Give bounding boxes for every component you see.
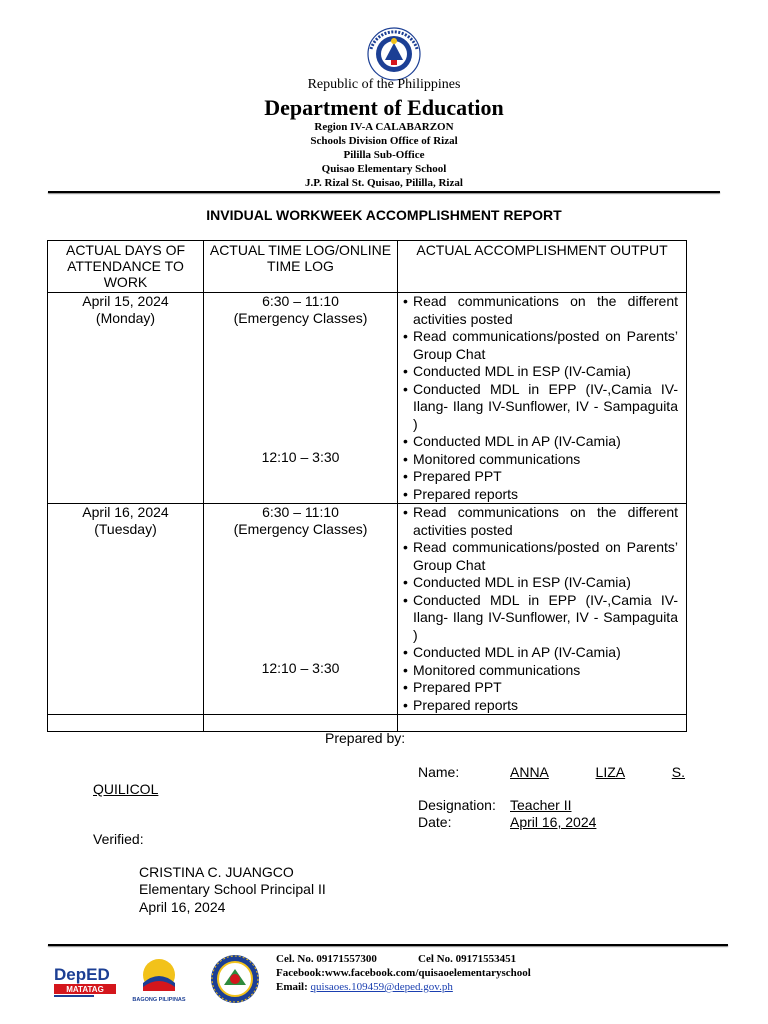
list-item: • Conducted MDL in ESP (IV-Camia) bbox=[413, 363, 678, 381]
email-line bbox=[276, 981, 453, 993]
verified-label: Verified: bbox=[93, 831, 144, 847]
list-item: • Conducted MDL in EPP (IV-,Camia IV-Ilang- Ilang IV-Sunflower, IV - Sampaguita ) bbox=[413, 381, 678, 434]
list-item: • Read communications on the different activities posted bbox=[413, 504, 678, 539]
column-header-output: ACTUAL ACCOMPLISHMENT OUTPUT bbox=[398, 241, 687, 293]
time-cell bbox=[204, 293, 398, 504]
row-day: (Tuesday) bbox=[94, 521, 157, 537]
date-cell bbox=[48, 504, 204, 715]
header-suboffice: Pililla Sub-Office bbox=[343, 149, 425, 161]
class-type: (Emergency Classes) bbox=[233, 521, 368, 537]
cel-number-1: Cel. No. 09171557300 bbox=[276, 953, 377, 965]
column-header-days: ACTUAL DAYS OF ATTENDANCE TO WORK bbox=[48, 241, 204, 293]
date-value: April 16, 2024 bbox=[510, 814, 597, 830]
list-item: • Read communications/posted on Parents’ Group Chat bbox=[413, 328, 678, 363]
designation-label: Designation: bbox=[418, 797, 496, 813]
footer-divider bbox=[48, 944, 728, 946]
column-header-timelog: ACTUAL TIME LOG/ONLINE TIME LOG bbox=[204, 241, 398, 293]
time-cell bbox=[204, 504, 398, 715]
preparer-last-name: QUILICOL bbox=[93, 781, 159, 797]
email-link[interactable]: quisaoes.109459@deped.gov.ph bbox=[310, 981, 453, 993]
facebook-line: Facebook:www.facebook.com/quisaoelementaryschool bbox=[276, 967, 531, 979]
department-title: Department of Education bbox=[264, 95, 504, 120]
empty-cell bbox=[48, 715, 204, 732]
name-label: Name: bbox=[418, 764, 460, 780]
matatag-text: MATATAG bbox=[66, 985, 104, 994]
republic-line: Republic of the Philippines bbox=[307, 77, 461, 92]
row-date: April 16, 2024 bbox=[82, 504, 169, 520]
verifier-name: CRISTINA C. JUANGCO bbox=[139, 864, 294, 880]
list-item: • Read communications on the different activities posted bbox=[413, 293, 678, 328]
list-item: • Prepared reports bbox=[413, 697, 678, 715]
header-region: Region IV-A CALABARZON bbox=[314, 121, 454, 133]
table-header-row bbox=[48, 241, 687, 293]
date-label: Date: bbox=[418, 814, 452, 830]
school-seal-icon bbox=[202, 953, 268, 1005]
email-label: Email: bbox=[276, 981, 308, 993]
list-item: • Conducted MDL in ESP (IV-Camia) bbox=[413, 574, 678, 592]
time-morning: 6:30 – 11:10 bbox=[262, 504, 339, 520]
row-day: (Monday) bbox=[95, 310, 156, 326]
deped-logo-text: DepED bbox=[54, 965, 110, 984]
date-cell bbox=[48, 293, 204, 504]
header-divider bbox=[48, 191, 720, 193]
list-item: • Monitored communications bbox=[413, 451, 678, 469]
empty-cell bbox=[398, 715, 687, 732]
header-school: Quisao Elementary School bbox=[321, 163, 447, 175]
list-item: • Prepared PPT bbox=[413, 468, 678, 486]
cel-number-2: Cel No. 09171553451 bbox=[418, 953, 517, 965]
accomplishment-list bbox=[398, 504, 686, 714]
accomplishment-table bbox=[47, 240, 687, 732]
time-morning: 6:30 – 11:10 bbox=[262, 293, 339, 309]
time-afternoon: 12:10 – 3:30 bbox=[261, 660, 340, 676]
list-item: • Prepared reports bbox=[413, 486, 678, 504]
header-division: Schools Division Office of Rizal bbox=[310, 135, 458, 147]
output-cell bbox=[398, 293, 687, 504]
list-item: • Monitored communications bbox=[413, 662, 678, 680]
output-cell bbox=[398, 504, 687, 715]
list-item: • Read communications/posted on Parents’ Group Chat bbox=[413, 539, 678, 574]
accomplishment-list bbox=[398, 293, 686, 503]
preparer-initial: S. bbox=[671, 764, 685, 780]
empty-cell bbox=[204, 715, 398, 732]
preparer-name bbox=[510, 764, 685, 780]
deped-matatag-logo-icon bbox=[52, 960, 118, 1000]
list-item: • Prepared PPT bbox=[413, 679, 678, 697]
list-item: • Conducted MDL in EPP (IV-,Camia IV-Ilang- Ilang IV-Sunflower, IV - Sampaguita ) bbox=[413, 592, 678, 645]
header-address: J.P. Rizal St. Quisao, Pililla, Rizal bbox=[305, 177, 463, 189]
list-item: • Conducted MDL in AP (IV-Camia) bbox=[413, 644, 678, 662]
report-title: INVIDUAL WORKWEEK ACCOMPLISHMENT REPORT bbox=[206, 207, 562, 223]
table-row bbox=[48, 293, 687, 504]
row-date: April 15, 2024 bbox=[82, 293, 169, 309]
bagong-pilipinas-logo-icon bbox=[131, 953, 187, 1005]
designation-value: Teacher II bbox=[510, 797, 572, 813]
time-afternoon: 12:10 – 3:30 bbox=[261, 449, 340, 465]
verifier-date: April 16, 2024 bbox=[139, 899, 226, 915]
table-row bbox=[48, 504, 687, 715]
bagong-pilipinas-text: BAGONG PILIPINAS bbox=[132, 997, 186, 1003]
deped-seal-icon bbox=[359, 27, 429, 81]
prepared-by-label: Prepared by: bbox=[325, 730, 406, 746]
class-type: (Emergency Classes) bbox=[233, 310, 368, 326]
preparer-middle-name: LIZA bbox=[595, 764, 626, 780]
preparer-first-name: ANNA bbox=[510, 764, 549, 780]
table-row-empty bbox=[48, 715, 687, 732]
verifier-title: Elementary School Principal II bbox=[139, 881, 326, 897]
list-item: • Conducted MDL in AP (IV-Camia) bbox=[413, 433, 678, 451]
